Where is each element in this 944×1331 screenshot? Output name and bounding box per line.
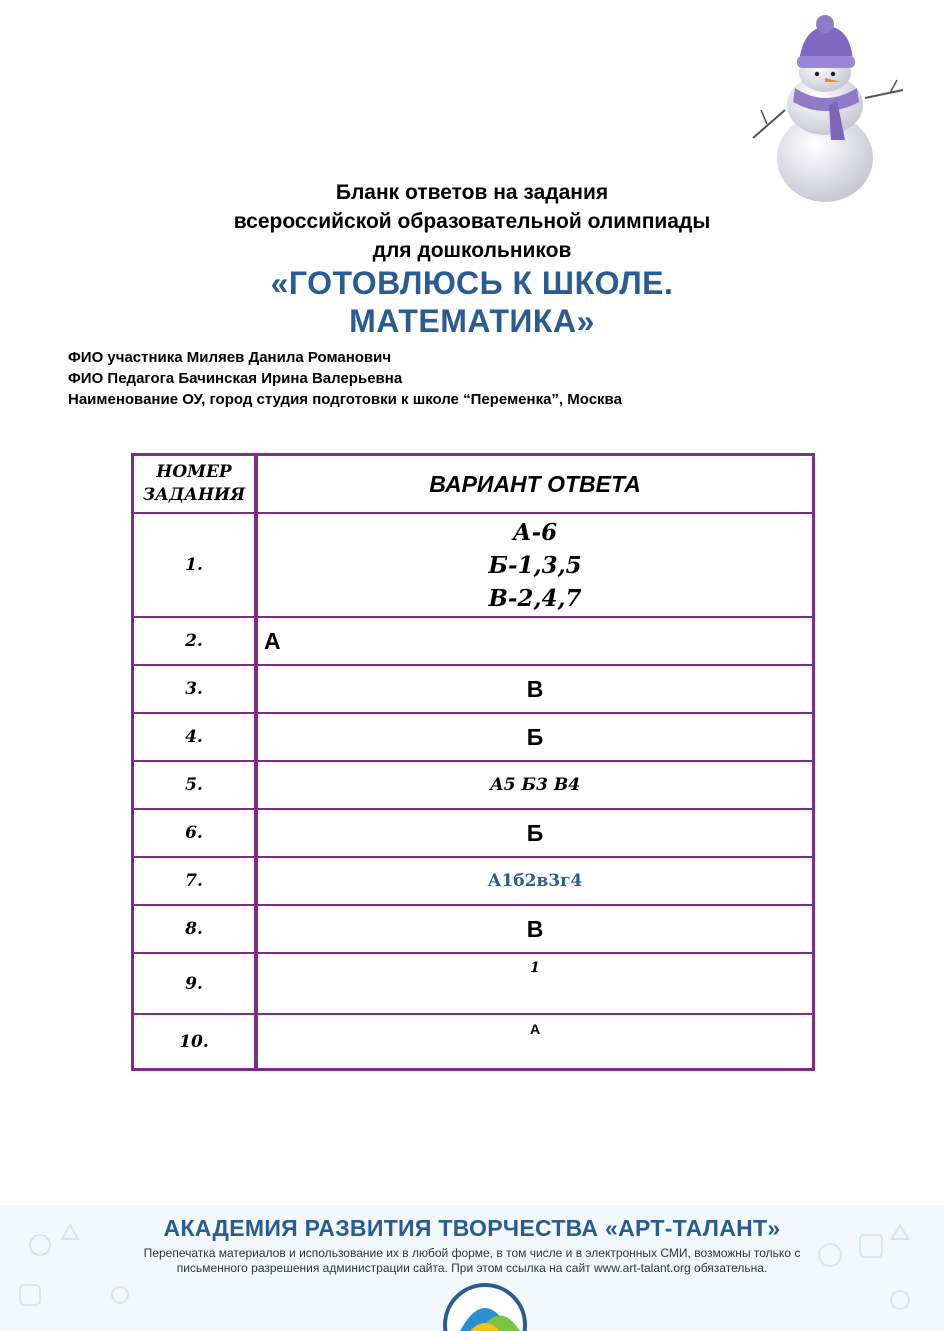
heading-line-1: Бланк ответов на задания <box>335 181 609 204</box>
task-number: 1. <box>133 513 257 617</box>
answer-cell: 1 <box>256 953 814 1014</box>
answer-cell: А <box>256 617 814 665</box>
column-header-number <box>133 455 257 514</box>
participant-name: ФИО участника Миляев Данила Романович <box>68 349 392 366</box>
column-header-number-line-1: НОМЕР <box>156 462 232 482</box>
answer-line: Б-1,3,5 <box>488 551 582 579</box>
table-row <box>133 665 814 713</box>
column-header-number-line-2: ЗАДАНИЯ <box>142 485 246 505</box>
task-number: 10. <box>133 1014 257 1070</box>
footer-title: АКАДЕМИЯ РАЗВИТИЯ ТВОРЧЕСТВА «АРТ-ТАЛАНТ» <box>163 1215 781 1241</box>
table-row <box>133 953 814 1014</box>
answer-cell: Б <box>256 809 814 857</box>
table-row <box>133 905 814 953</box>
heading-line-2: всероссийской образовательной олимпиады <box>233 210 711 233</box>
footer-note <box>90 1246 854 1276</box>
table-row <box>133 809 814 857</box>
olympiad-title-line-2: МАТЕМАТИКА» <box>349 303 595 339</box>
teacher-name: ФИО Педагога Бачинская Ирина Валерьевна <box>68 370 403 387</box>
task-number: 9. <box>133 953 257 1014</box>
answer-cell <box>256 513 814 617</box>
answer-table <box>131 453 815 1071</box>
column-header-answer: ВАРИАНТ ОТВЕТА <box>256 455 814 514</box>
answer-line: В-2,4,7 <box>488 584 582 612</box>
answer-cell: А5 Б3 В4 <box>256 761 814 809</box>
answer-cell: А <box>256 1014 814 1070</box>
olympiad-title <box>0 264 944 340</box>
answer-cell: А1б2в3г4 <box>256 857 814 905</box>
school-name: Наименование ОУ, город студия подготовки к школе “Переменка”, Москва <box>68 391 622 408</box>
heading-line-3: для дошкольников <box>372 239 572 262</box>
table-row <box>133 617 814 665</box>
sheet-heading <box>0 178 944 265</box>
footer-note-line-1: Перепечатка материалов и использование их в любой форме, в том числе и в электронных СМИ, возможны только с <box>143 1246 801 1260</box>
answer-line: А-6 <box>512 518 558 546</box>
table-row <box>133 513 814 617</box>
task-number: 6. <box>133 809 257 857</box>
answer-cell: В <box>256 905 814 953</box>
table-row <box>133 1014 814 1070</box>
task-number: 7. <box>133 857 257 905</box>
participant-info <box>68 347 622 410</box>
table-row <box>133 713 814 761</box>
table-row <box>133 857 814 905</box>
table-row <box>133 761 814 809</box>
task-number: 3. <box>133 665 257 713</box>
answer-cell: В <box>256 665 814 713</box>
footer-note-line-2: письменного разрешения администрации сайта. При этом ссылка на сайт www.art-talant.org обязательна. <box>176 1261 768 1275</box>
task-number: 5. <box>133 761 257 809</box>
task-number: 8. <box>133 905 257 953</box>
task-number: 2. <box>133 617 257 665</box>
olympiad-title-line-1: «ГОТОВЛЮСЬ К ШКОЛЕ. <box>270 265 674 301</box>
art-talant-logo <box>440 1280 530 1331</box>
task-number: 4. <box>133 713 257 761</box>
answer-cell: Б <box>256 713 814 761</box>
table-header-row <box>133 455 814 514</box>
